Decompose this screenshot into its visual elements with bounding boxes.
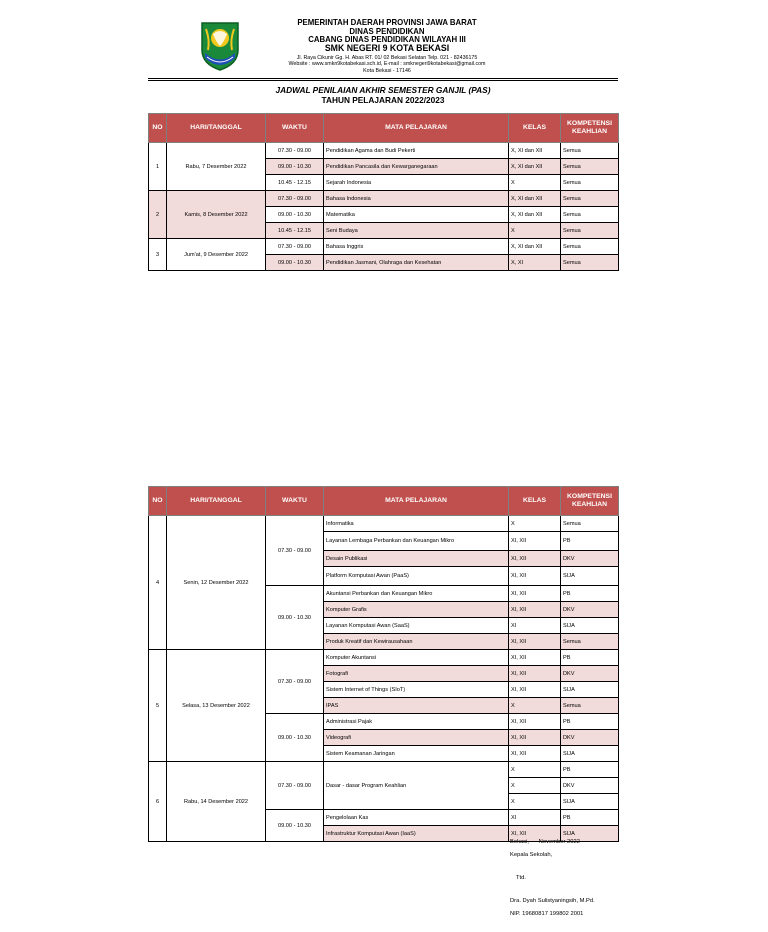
- competency-cell: SIJA: [561, 682, 619, 698]
- signature-name: Dra. Dyah Sulistyaningsih, M.Pd.: [510, 898, 595, 904]
- time-cell: 07.30 - 09.00: [266, 516, 324, 586]
- class-cell: X, XI dan XII: [509, 239, 561, 255]
- competency-cell: DKV: [561, 778, 619, 794]
- class-cell: XI, XII: [509, 532, 561, 551]
- table-row: [149, 650, 619, 666]
- class-cell: XI, XII: [509, 714, 561, 730]
- subject-cell: Produk Kreatif dan Kewirausahaan: [324, 634, 509, 650]
- title-line-1: JADWAL PENILAIAN AKHIR SEMESTER GANJIL (PAS): [275, 85, 491, 95]
- class-cell: XI, XII: [509, 602, 561, 618]
- letterhead-address: Jl. Raya Cikunir Gg. H. Abas RT. 01/ 02 Bekasi Selatan Telp. 021 - 82436175: [296, 55, 478, 61]
- letterhead-branch: CABANG DINAS PENDIDIKAN WILAYAH III: [308, 34, 466, 44]
- table-row: [149, 762, 619, 778]
- letterhead-rule-2: [148, 80, 618, 81]
- day-date: Rabu, 7 Desember 2022: [167, 143, 266, 191]
- time-cell: 10.45 - 12.15: [266, 175, 324, 191]
- competency-cell: DKV: [561, 666, 619, 682]
- class-cell: XI, XII: [509, 586, 561, 602]
- class-cell: X, XI dan XII: [509, 143, 561, 159]
- schedule-table-2: [148, 486, 619, 842]
- competency-cell: PB: [561, 714, 619, 730]
- col-class: KELAS: [509, 114, 561, 143]
- subject-cell: Desain Publikasi: [324, 551, 509, 567]
- competency-cell: Semua: [561, 634, 619, 650]
- competency-cell: Semua: [561, 207, 619, 223]
- time-cell: 07.30 - 09.00: [266, 650, 324, 714]
- class-cell: XI, XII: [509, 730, 561, 746]
- col-subject: MATA PELAJARAN: [324, 114, 509, 143]
- subject-cell: Pendidikan Jasmani, Olahraga dan Kesehatan: [324, 255, 509, 271]
- class-cell: XI, XII: [509, 746, 561, 762]
- class-cell: XI, XII: [509, 650, 561, 666]
- time-cell: 09.00 - 10.30: [266, 207, 324, 223]
- competency-cell: Semua: [561, 191, 619, 207]
- day-number: 4: [149, 516, 167, 650]
- time-cell: 07.30 - 09.00: [266, 143, 324, 159]
- class-cell: X, XI: [509, 255, 561, 271]
- time-cell: 09.00 - 10.30: [266, 255, 324, 271]
- signature-ttd: Ttd.: [516, 875, 526, 881]
- table-header: [149, 114, 619, 143]
- subject-cell: Fotografi: [324, 666, 509, 682]
- table-row: [149, 143, 619, 159]
- day-date: Jum'at, 9 Desember 2022: [167, 239, 266, 271]
- col-day-date: HARI/TANGGAL: [167, 114, 266, 143]
- competency-cell: SIJA: [561, 567, 619, 586]
- subject-cell: Administrasi Pajak: [324, 714, 509, 730]
- class-cell: X: [509, 175, 561, 191]
- day-date: Senin, 12 Desember 2022: [167, 516, 266, 650]
- class-cell: XI, XII: [509, 826, 561, 842]
- col-no: NO: [149, 487, 167, 516]
- class-cell: X: [509, 516, 561, 532]
- letterhead-government: PEMERINTAH DAERAH PROVINSI JAWA BARAT: [297, 17, 477, 27]
- time-cell: 07.30 - 09.00: [266, 762, 324, 810]
- competency-cell: PB: [561, 810, 619, 826]
- competency-cell: DKV: [561, 730, 619, 746]
- table-header: [149, 487, 619, 516]
- competency-cell: Semua: [561, 255, 619, 271]
- col-time: WAKTU: [266, 487, 324, 516]
- subject-cell: Sejarah Indonesia: [324, 175, 509, 191]
- col-subject: MATA PELAJARAN: [324, 487, 509, 516]
- day-number: 6: [149, 762, 167, 842]
- class-cell: X: [509, 778, 561, 794]
- letterhead-rule: [148, 78, 618, 79]
- table-row: [149, 239, 619, 255]
- subject-cell: Layanan Komputasi Awan (SaaS): [324, 618, 509, 634]
- class-cell: XI: [509, 810, 561, 826]
- class-cell: X, XI dan XII: [509, 207, 561, 223]
- subject-cell: Platform Komputasi Awan (PaaS): [324, 567, 509, 586]
- day-date: Rabu, 14 Desember 2022: [167, 762, 266, 842]
- time-cell: 09.00 - 10.30: [266, 714, 324, 762]
- day-date: Selasa, 13 Desember 2022: [167, 650, 266, 762]
- letterhead-web: Website : www.smkn9kotabekasi.sch.id, E-mail : smknegeri9kotabekasi@gmail.com: [288, 61, 486, 68]
- table-row: [149, 191, 619, 207]
- class-cell: X: [509, 794, 561, 810]
- competency-cell: Semua: [561, 223, 619, 239]
- letterhead: [262, 18, 512, 74]
- subject-cell: Komputer Akuntansi: [324, 650, 509, 666]
- class-cell: X: [509, 223, 561, 239]
- day-number: 3: [149, 239, 167, 271]
- competency-cell: PB: [561, 762, 619, 778]
- competency-cell: DKV: [561, 551, 619, 567]
- col-day-date: HARI/TANGGAL: [167, 487, 266, 516]
- col-time: WAKTU: [266, 114, 324, 143]
- time-cell: 09.00 - 10.30: [266, 810, 324, 842]
- competency-cell: SIJA: [561, 826, 619, 842]
- competency-cell: PB: [561, 586, 619, 602]
- document-title: [148, 86, 618, 105]
- class-cell: X, XI dan XII: [509, 191, 561, 207]
- time-cell: 07.30 - 09.00: [266, 191, 324, 207]
- time-cell: 07.30 - 09.00: [266, 239, 324, 255]
- competency-cell: SIJA: [561, 746, 619, 762]
- subject-cell: Sistem Keamanan Jaringan: [324, 746, 509, 762]
- subject-cell: Pengelolaan Kas: [324, 810, 509, 826]
- provincial-emblem-logo: [196, 20, 244, 72]
- subject-cell: Seni Budaya: [324, 223, 509, 239]
- class-cell: XI, XII: [509, 682, 561, 698]
- class-cell: X: [509, 698, 561, 714]
- class-cell: XI, XII: [509, 551, 561, 567]
- subject-cell: Pendidikan Pancasila dan Kewarganegaraan: [324, 159, 509, 175]
- day-number: 2: [149, 191, 167, 239]
- time-cell: 09.00 - 10.30: [266, 586, 324, 650]
- letterhead-agency: DINAS PENDIDIKAN: [349, 25, 425, 36]
- signature-place-date: Bekasi, November 2022: [510, 839, 580, 845]
- day-date: Kamis, 8 Desember 2022: [167, 191, 266, 239]
- subject-cell: Bahasa Inggris: [324, 239, 509, 255]
- title-line-2: TAHUN PELAJARAN 2022/2023: [321, 94, 445, 105]
- competency-cell: Semua: [561, 516, 619, 532]
- competency-cell: Semua: [561, 175, 619, 191]
- competency-cell: Semua: [561, 239, 619, 255]
- competency-cell: PB: [561, 650, 619, 666]
- class-cell: XI, XII: [509, 666, 561, 682]
- subject-cell: Dasar - dasar Program Keahlian: [324, 762, 509, 810]
- letterhead-city: Kota Bekasi - 17146: [363, 67, 411, 74]
- subject-cell: Infrastruktur Komputasi Awan (IaaS): [324, 826, 509, 842]
- subject-cell: Akuntansi Perbankan dan Keuangan Mikro: [324, 586, 509, 602]
- competency-cell: Semua: [561, 159, 619, 175]
- competency-cell: PB: [561, 532, 619, 551]
- signature-nip: NIP. 19680817 199802 2001: [510, 911, 584, 917]
- class-cell: XI, XII: [509, 634, 561, 650]
- class-cell: X: [509, 762, 561, 778]
- signature-role: Kepala Sekolah,: [510, 852, 553, 858]
- subject-cell: Informatika: [324, 516, 509, 532]
- signature-block: [510, 840, 595, 925]
- schedule-table-1: [148, 113, 619, 271]
- time-cell: 10.45 - 12.15: [266, 223, 324, 239]
- class-cell: XI: [509, 618, 561, 634]
- competency-cell: Semua: [561, 698, 619, 714]
- class-cell: X, XI dan XII: [509, 159, 561, 175]
- subject-cell: Pendidikan Agama dan Budi Pekerti: [324, 143, 509, 159]
- competency-cell: DKV: [561, 602, 619, 618]
- day-number: 5: [149, 650, 167, 762]
- subject-cell: Komputer Grafis: [324, 602, 509, 618]
- class-cell: XI, XII: [509, 567, 561, 586]
- letterhead-school: SMK NEGERI 9 KOTA BEKASI: [324, 42, 450, 54]
- col-competency: KOMPETENSI KEAHLIAN: [561, 114, 619, 143]
- col-no: NO: [149, 114, 167, 143]
- subject-cell: Sistem Internet of Things (SIoT): [324, 682, 509, 698]
- subject-cell: Videografi: [324, 730, 509, 746]
- competency-cell: SIJA: [561, 794, 619, 810]
- day-number: 1: [149, 143, 167, 191]
- col-class: KELAS: [509, 487, 561, 516]
- col-competency: KOMPETENSI KEAHLIAN: [561, 487, 619, 516]
- subject-cell: Matematika: [324, 207, 509, 223]
- competency-cell: Semua: [561, 143, 619, 159]
- subject-cell: IPAS: [324, 698, 509, 714]
- table-row: [149, 516, 619, 532]
- subject-cell: Bahasa Indonesia: [324, 191, 509, 207]
- time-cell: 09.00 - 10.30: [266, 159, 324, 175]
- competency-cell: SIJA: [561, 618, 619, 634]
- subject-cell: Layanan Lembaga Perbankan dan Keuangan Mikro: [324, 532, 509, 551]
